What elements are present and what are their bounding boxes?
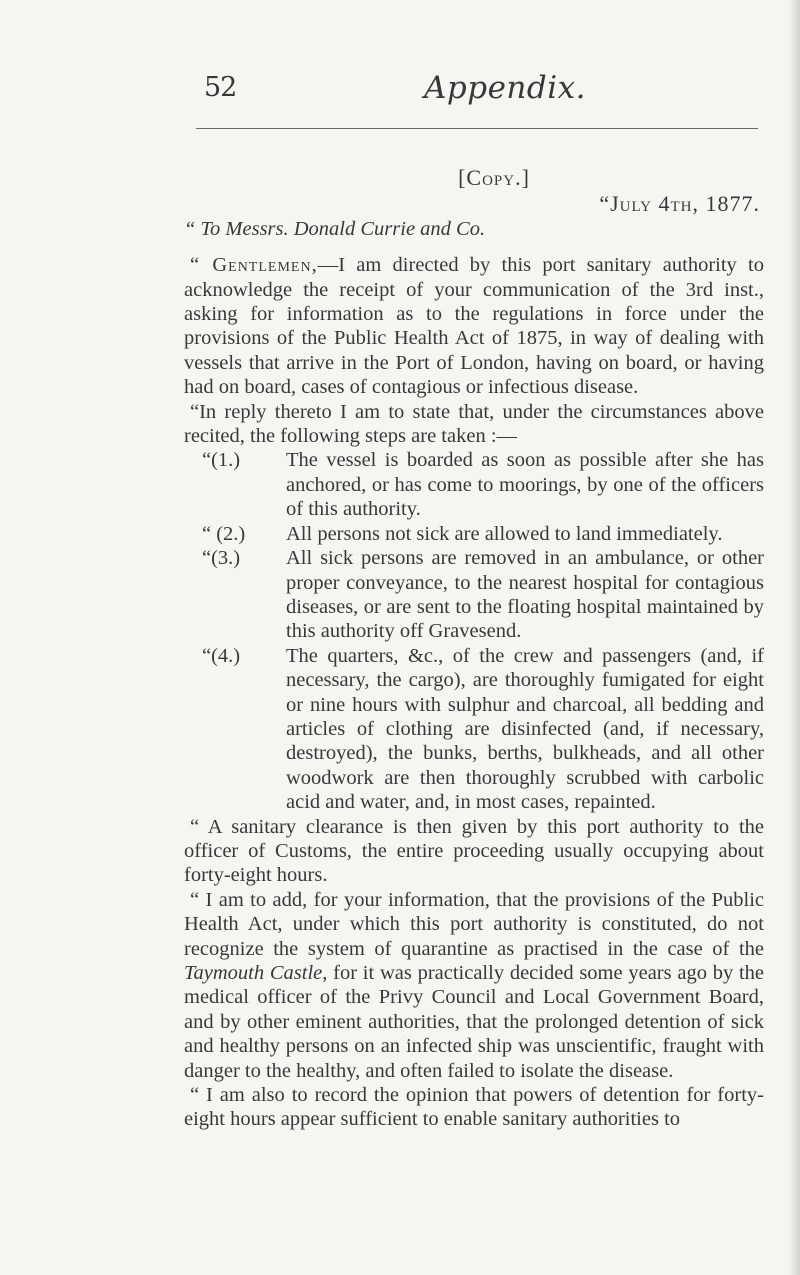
salutation: “ Gentlemen, bbox=[190, 254, 318, 277]
letter-addressee: “ To Messrs. Donald Currie and Co. bbox=[184, 217, 486, 240]
paragraph-3: “ A sanitary clearance is then given by this port authority to the officer of Customs, the entire proceeding usually occupying about forty-eight hours. bbox=[184, 815, 764, 887]
item-number: “(1.) bbox=[202, 449, 241, 472]
paragraph-5: “ I am also to record the opinion that powers of detention for forty-eight hours appear sufficient to enable sanitary authorities to bbox=[184, 1084, 764, 1131]
item-text: The quarters, &c., of the crew and passengers (and, if necessary, the cargo), are thoroughly fumigated for eight or nine hours with sulphur and charcoal, all bedding and articles of clothing are disinfected (and, if necessary, destroyed), the bunks, berths, bulkheads, and all other woodwork are then thoroughly scrubbed with carbolic acid and water, and, in most cases, repainted. bbox=[286, 644, 764, 814]
list-item bbox=[184, 522, 764, 546]
running-head bbox=[0, 72, 800, 112]
running-title: Appendix. bbox=[424, 70, 586, 106]
list-item bbox=[184, 448, 764, 521]
item-text: All sick persons are removed in an ambulance, or other proper conveyance, to the nearest hospital for contagious diseases, or are sent to the floating hospital maintained by this authority off Gravesend. bbox=[286, 547, 764, 643]
paragraph-2: “In reply thereto I am to state that, under the circumstances above recited, the following steps are taken :— bbox=[184, 400, 764, 448]
paragraph-4 bbox=[184, 888, 764, 1083]
paragraph-1 bbox=[184, 253, 764, 399]
item-number: “(4.) bbox=[202, 644, 241, 667]
ship-name: Taymouth Castle bbox=[184, 962, 323, 984]
list-item bbox=[184, 644, 764, 815]
letter-date: “July 4th, 1877. bbox=[599, 191, 760, 217]
item-text: The vessel is boarded as soon as possible after she has anchored, or has come to moorings, by one of the officers of this authority. bbox=[286, 449, 764, 521]
letter-body bbox=[184, 166, 764, 1132]
paragraph-4-text-a: “ I am to add, for your information, that the provisions of the Public Health Act, under which this port authority is constituted, do not recognize the system of quarantine as practised in the case of the bbox=[184, 888, 764, 960]
copy-label: [Copy.] bbox=[458, 165, 530, 190]
item-number: “ (2.) bbox=[202, 522, 246, 545]
item-text: All persons not sick are allowed to land immediately. bbox=[286, 522, 723, 545]
page-number: 52 bbox=[204, 72, 237, 103]
header-rule bbox=[196, 128, 758, 129]
list-item bbox=[184, 546, 764, 644]
paragraph-1-text: —I am directed by this port sanitary authority to acknowledge the receipt of your communication of the 3rd inst., asking for information as to the regulations in force under the provisions of the Public Health Act of 1875, in way of dealing with vessels that arrive in the Port of London, having on board, or having had on board, cases of contagious or infectious disease. bbox=[184, 254, 764, 399]
paragraph-4-text-b: , for it was practically decided some years ago by the medical officer of the Privy Council and Local Government Board, and by other eminent authorities, that the prolonged detention of sick and healthy persons on an infected ship was unscientific, fraught with danger to the healthy, and often failed to isolate the disease. bbox=[184, 962, 764, 1082]
item-number: “(3.) bbox=[202, 547, 241, 570]
page-edge-shadow bbox=[788, 0, 800, 1275]
